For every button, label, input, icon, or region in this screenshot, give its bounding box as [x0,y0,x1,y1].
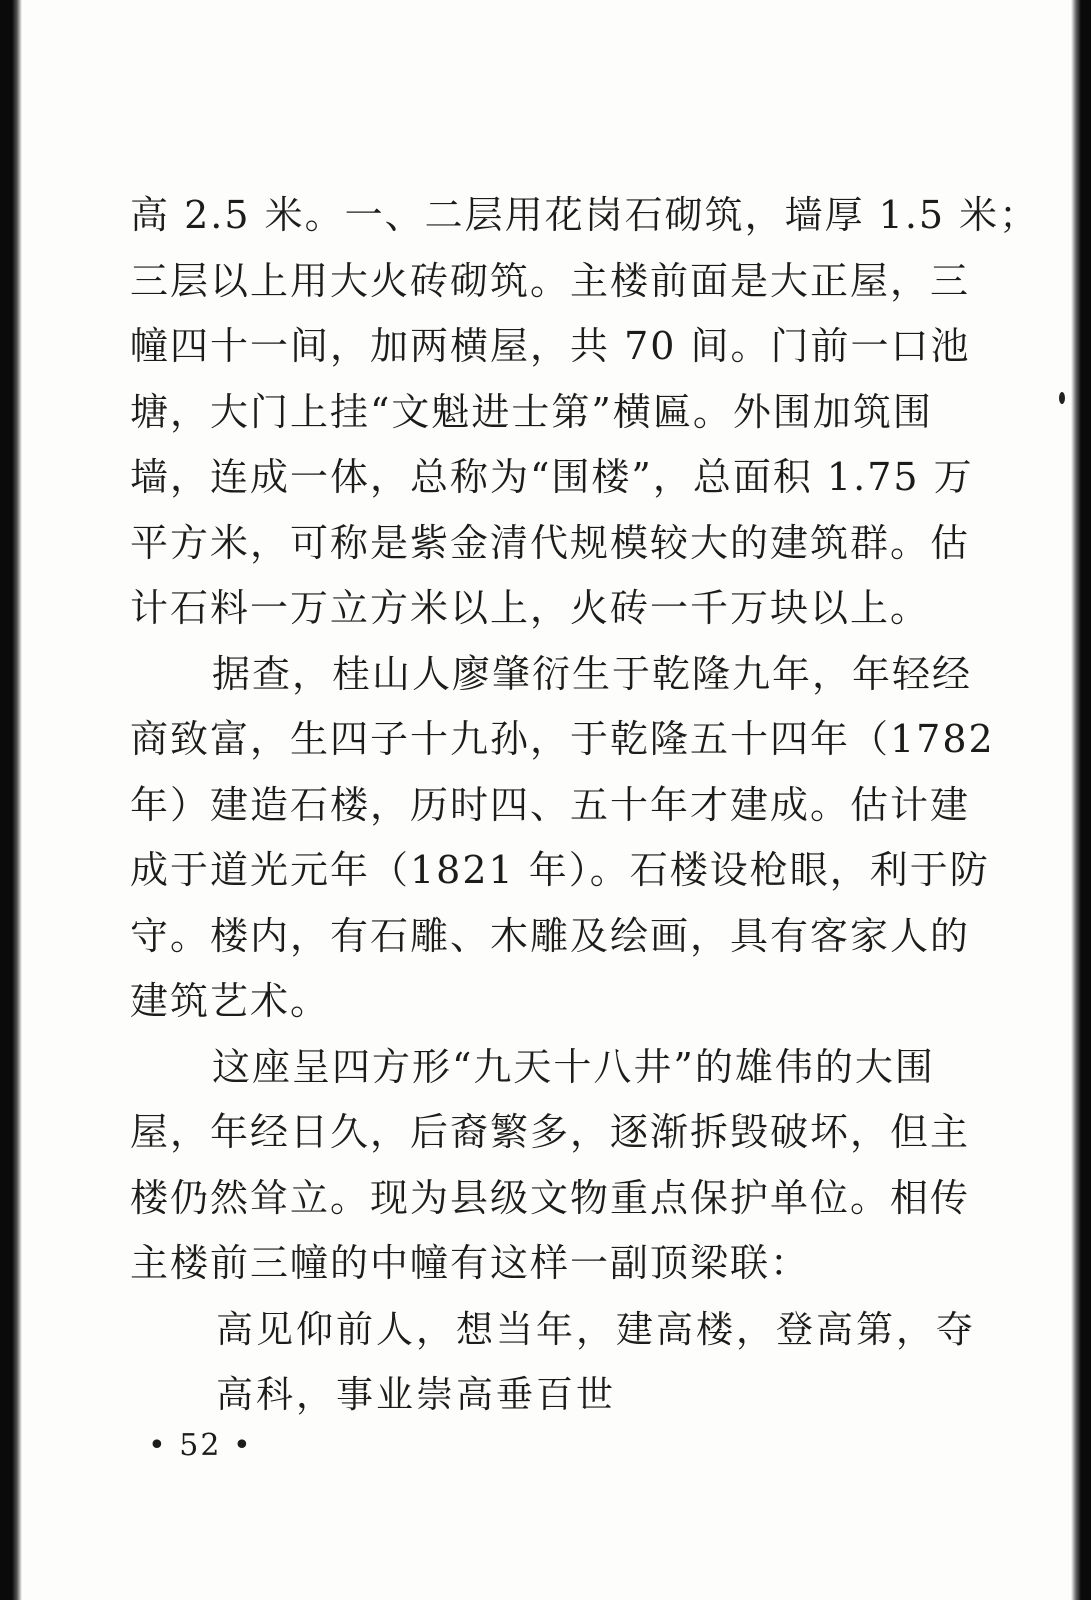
text-line: 塘，大门上挂“文魁进士第”横匾。外围加筑围 [130,389,933,434]
text-line: 三层以上用大火砖砌筑。主楼前面是大正屋，三 [130,258,971,303]
text-line: 主楼前三幢的中幢有这样一副顶梁联： [130,1241,811,1285]
text-line: 守。楼内，有石雕、木雕及绘画，具有客家人的 [130,913,971,958]
couplet-line: 高见仰前人，想当年，建高楼，登高第，夺 [216,1307,976,1351]
text-line: 计石料一万立方米以上，火砖一千万块以上。 [130,586,931,630]
text-line: 墙，连成一体，总称为“围楼”，总面积 1.75 万 [130,455,974,499]
couplet-line: 高科，事业崇高垂百世 [216,1373,616,1416]
text-line: 商致富，生四子十九孙，于乾隆五十四年（1782 [130,717,995,761]
text-line: 楼仍然耸立。现为县级文物重点保护单位。相传 [130,1175,971,1220]
text-line: 平方米，可称是紫金清代规模较大的建筑群。估 [130,520,971,565]
scan-speck [1059,392,1065,404]
page-body [130,183,1040,1428]
page-number: • 52 • [148,1428,253,1463]
paragraph-start-line: 这座呈四方形“九天十八井”的雄伟的大围 [212,1044,935,1089]
text-line: 建筑艺术。 [130,979,331,1023]
paragraph-start-line: 据查，桂山人廖肇衍生于乾隆九年，年轻经 [212,651,973,696]
scan-edge-right [1071,0,1091,1600]
text-line: 屋，年经日久，后裔繁多，逐渐拆毁破坏，但主 [130,1110,971,1154]
scan-edge-left [0,0,22,1600]
text-line: 幢四十一间，加两横屋，共 70 间。门前一口池 [130,324,971,368]
text-line: 高 2.5 米。一、二层用花岗石砌筑，墙厚 1.5 米； [130,193,1040,237]
text-line: 年）建造石楼，历时四、五十年才建成。估计建 [130,782,971,827]
text-line: 成于道光元年（1821 年）。石楼设枪眼，利于防 [130,848,990,892]
